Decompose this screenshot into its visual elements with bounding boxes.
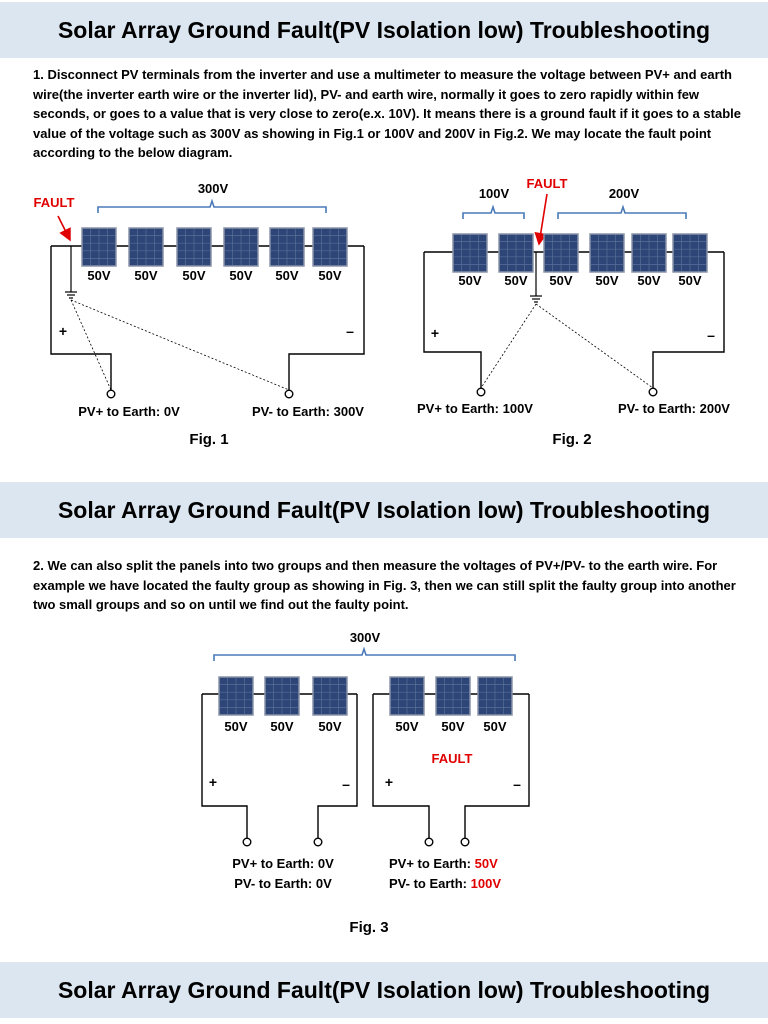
fig1-minus-terminal: [285, 390, 293, 398]
panel-voltage-label: 50V: [441, 719, 465, 734]
panel-voltage-label: 50V: [549, 273, 573, 288]
fault-label: FAULT: [33, 195, 75, 210]
panel-voltage-label: 50V: [637, 273, 661, 288]
fig2-diagram: [417, 176, 730, 448]
fig3-left-minus-sign: –: [342, 776, 350, 792]
solar-panel: [129, 228, 163, 266]
panel-voltage-label: 50V: [595, 273, 619, 288]
panel-voltage-label: 50V: [182, 268, 206, 283]
fig1-plus-terminal: [107, 390, 115, 398]
fig3-brace: [214, 649, 515, 661]
panel-voltage-label: 50V: [678, 273, 702, 288]
fig1-plus-sign: +: [58, 323, 68, 339]
fig3-right-minus-terminal: [461, 838, 469, 846]
solar-panel: [270, 228, 304, 266]
solar-panel: [224, 228, 258, 266]
fig3-left-pv-plus-reading: PV+ to Earth: 0V: [232, 856, 334, 871]
fig2-right-total-label: 200V: [608, 186, 640, 201]
fig2-dashed-link: [536, 304, 653, 388]
fig2-plus-terminal: [477, 388, 485, 396]
panel-voltage-label: 50V: [270, 719, 294, 734]
fault-label: FAULT: [526, 176, 568, 191]
fig1-minus-sign: –: [346, 323, 354, 339]
panel-voltage-label: 50V: [395, 719, 419, 734]
fig2-plus-sign: +: [430, 325, 440, 341]
fig3-right-plus-sign: +: [384, 774, 394, 790]
fig2-pv-plus-reading: PV+ to Earth: 100V: [417, 401, 533, 416]
panel-voltage-label: 50V: [224, 719, 248, 734]
fig3-diagram: [202, 630, 529, 936]
fig3-right-pv-minus-value: 100V: [470, 876, 501, 891]
solar-panel: [219, 677, 253, 715]
panel-voltage-label: 50V: [275, 268, 299, 283]
fig1-pv-plus-reading: PV+ to Earth: 0V: [78, 404, 180, 419]
fig3-right-pv-minus-reading: [389, 876, 501, 891]
solar-panel: [82, 228, 116, 266]
solar-panel: [499, 234, 533, 272]
fig2-dashed-link: [481, 304, 536, 388]
fig2-left-total-label: 100V: [478, 186, 510, 201]
fig3-right-minus-sign: –: [513, 776, 521, 792]
instruction-paragraph-1: 1. Disconnect PV terminals from the inverter and use a multimeter to measure the voltage between PV+ and earth wire(the inverter earth wire or the inverter lid), PV- and earth wire, normally it goes to zero rapidly within few seconds, or goes to a value that is very close to zero(e.x. 10V). It means there is a ground fault if it goes to a stable value of the voltage such as 300V as showing in Fig.1 or 100V and 200V in Fig.2. We may locate the fault point according to the below diagram.: [33, 67, 741, 160]
fig1-panels: [82, 228, 347, 283]
fig3-right-pv-plus-reading: [389, 856, 498, 871]
fault-label: FAULT: [431, 751, 473, 766]
fig1-dashed-link: [71, 300, 289, 390]
fig2-right-brace: [558, 207, 686, 219]
fig2-minus-sign: –: [707, 327, 715, 343]
page-title: Solar Array Ground Fault(PV Isolation low) Troubleshooting: [57, 977, 711, 1003]
fig2-left-brace: [463, 207, 524, 219]
page-title: Solar Array Ground Fault(PV Isolation low) Troubleshooting: [57, 17, 711, 43]
panel-voltage-label: 50V: [458, 273, 482, 288]
panel-voltage-label: 50V: [134, 268, 158, 283]
fig3-left-plus-sign: +: [208, 774, 218, 790]
fig1-total-label: 300V: [197, 181, 229, 196]
panel-voltage-label: 50V: [504, 273, 528, 288]
fig3-right-plus-terminal: [425, 838, 433, 846]
fig3-caption: Fig. 3: [349, 919, 389, 936]
solar-panel: [632, 234, 666, 272]
page-title: Solar Array Ground Fault(PV Isolation low) Troubleshooting: [57, 497, 711, 523]
solar-panel: [590, 234, 624, 272]
fig1-brace: [98, 201, 326, 213]
solar-panel: [453, 234, 487, 272]
fig3-right-pv-plus-label: PV+ to Earth:: [389, 856, 475, 871]
solar-panel: [673, 234, 707, 272]
fig3-left-plus-terminal: [243, 838, 251, 846]
panel-voltage-label: 50V: [229, 268, 253, 283]
fig1-diagram: [34, 181, 365, 448]
fig3-total-label: 300V: [349, 630, 381, 645]
fig3-left-pv-minus-reading: PV- to Earth: 0V: [234, 876, 332, 891]
fig2-caption: Fig. 2: [552, 431, 592, 448]
fig1-dashed-link: [71, 300, 111, 390]
panel-voltage-label: 50V: [483, 719, 507, 734]
fig2-minus-terminal: [649, 388, 657, 396]
panel-voltage-label: 50V: [318, 268, 342, 283]
solar-panel: [177, 228, 211, 266]
solar-panel: [436, 677, 470, 715]
fig3-right-pv-minus-label: PV- to Earth:: [389, 876, 471, 891]
fig3-right-pv-plus-value: 50V: [474, 856, 498, 871]
panel-voltage-label: 50V: [318, 719, 342, 734]
fig3-panels: [219, 677, 512, 734]
fig2-pv-minus-reading: PV- to Earth: 200V: [618, 401, 730, 416]
solar-panel: [265, 677, 299, 715]
fig1-caption: Fig. 1: [189, 431, 229, 448]
solar-panel: [478, 677, 512, 715]
fig3-left-minus-terminal: [314, 838, 322, 846]
fig2-panels: [453, 234, 707, 288]
fig1-pv-minus-reading: PV- to Earth: 300V: [252, 404, 364, 419]
panel-voltage-label: 50V: [87, 268, 111, 283]
solar-panel: [390, 677, 424, 715]
fault-arrow: [58, 216, 70, 240]
instruction-paragraph-2: 2. We can also split the panels into two groups and then measure the voltages of PV+/PV- to the earth wire. For example we have located the faulty group as showing in Fig. 3, then we can still split the faulty group into another two small groups and so on until we find out the faulty point.: [33, 558, 736, 612]
solar-panel: [313, 677, 347, 715]
solar-panel: [544, 234, 578, 272]
solar-panel: [313, 228, 347, 266]
